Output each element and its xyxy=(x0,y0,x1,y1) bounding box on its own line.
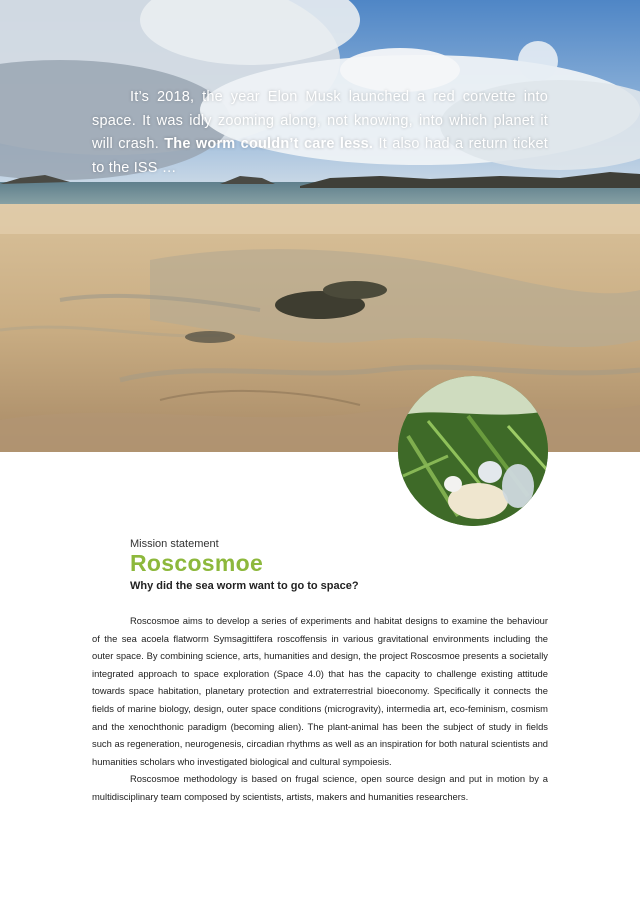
beach-scene-illustration xyxy=(0,0,640,452)
body-text xyxy=(92,612,548,806)
section-kicker: Mission statement xyxy=(130,538,219,550)
page-subtitle: Why did the sea worm want to go to space? xyxy=(130,580,359,592)
hero-intro-bold: The worm couldn’t care less. xyxy=(164,136,374,152)
page-title: Roscosmoe xyxy=(130,550,264,576)
hero-intro-text xyxy=(92,86,548,180)
hero-intro-part1: It’s 2018, the year Elon Musk launched a red corvette into space. It was idly zooming along, not knowing, into which planet it will crash. xyxy=(92,89,548,152)
sea-worm-closeup-photo xyxy=(398,376,548,526)
body-paragraph-2: Roscosmoe methodology is based on frugal science, open source design and put in motion by a multidisciplinary team composed by scientists, artists, makers and humanities researchers. xyxy=(92,773,548,802)
body-paragraph-1: Roscosmoe aims to develop a series of experiments and habitat designs to examine the behaviour of the sea acoela flatworm Symsagittifera roscoffensis in various gravitational environments including the outer space. By combining science, arts, humanities and design, the project Roscosmoe presents a societally integrated approach to space exploration (Space 4.0) that has the capacity to challenge existing attitude towards space habitation, planetary protection and extraterrestrial bioeconomy. Specifically it connects the fields of marine biology, design, outer space conditions (microgravity), intermedia art, eco-feminism, cosmism and the xenochthonic paradigm (becoming alien). The plant-animal has been the subject of study in fields such as regeneration, neurogenesis, circadian rhythms as well as an inspiration for both natural scientists and humanities scholars who investigated biological and cultural sympoiesis. xyxy=(92,615,548,767)
hero-intro-part2: It also had a return ticket to the ISS … xyxy=(92,136,548,176)
worm-photo-illustration xyxy=(398,376,548,526)
hero-photo xyxy=(0,0,640,452)
